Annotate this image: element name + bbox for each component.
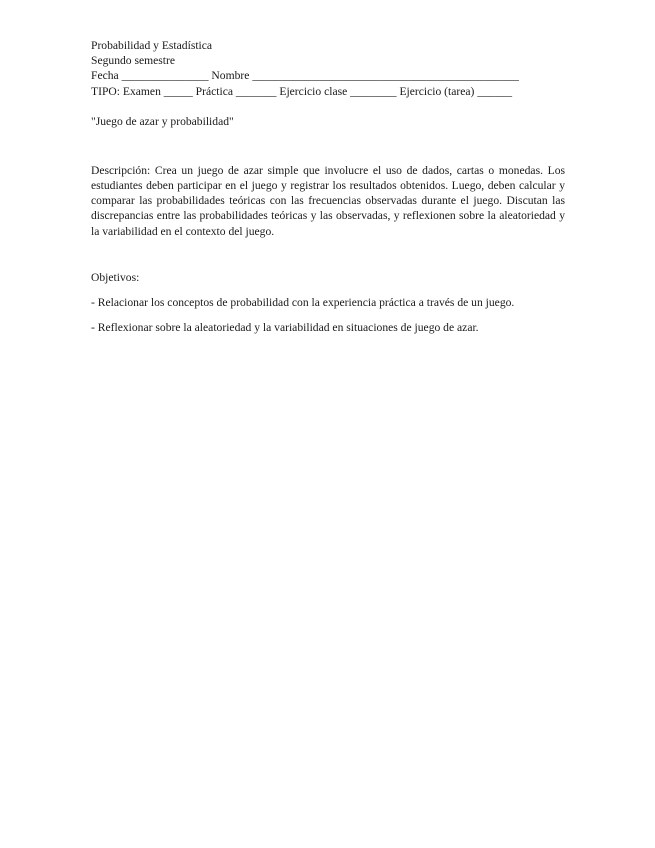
objective-item-1: - Relacionar los conceptos de probabilidad con la experiencia práctica a través de un juego. <box>91 295 515 309</box>
course-name: Probabilidad y Estadística <box>91 39 213 52</box>
document-content <box>91 38 565 335</box>
type-line: TIPO: Examen _____ Práctica _______ Ejercicio clase ________ Ejercicio (tarea) ______ <box>91 84 513 98</box>
objectives-heading: Objetivos: <box>91 270 140 284</box>
date-name-line: Fecha _______________ Nombre ______________________________________________ <box>91 69 519 83</box>
objective-item-2: - Reflexionar sobre la aleatoriedad y la variabilidad en situaciones de juego de azar. <box>91 320 479 334</box>
description-paragraph: Descripción: Crea un juego de azar simple que involucre el uso de dados, cartas o monedas. Los estudiantes deben participar en el juego y registrar los resultados obtenidos. Luego, deben calcular y comparar las probabilidades teóricas con las frecuencias observadas durante el juego. Discutan las discrepancias entre las probabilidades teóricas y las observadas, y reflexionen sobre la aleatoriedad y la variabilidad en el contexto del juego. <box>91 163 565 238</box>
exercise-title: "Juego de azar y probabilidad" <box>91 114 234 128</box>
semester-label: Segundo semestre <box>91 54 176 68</box>
